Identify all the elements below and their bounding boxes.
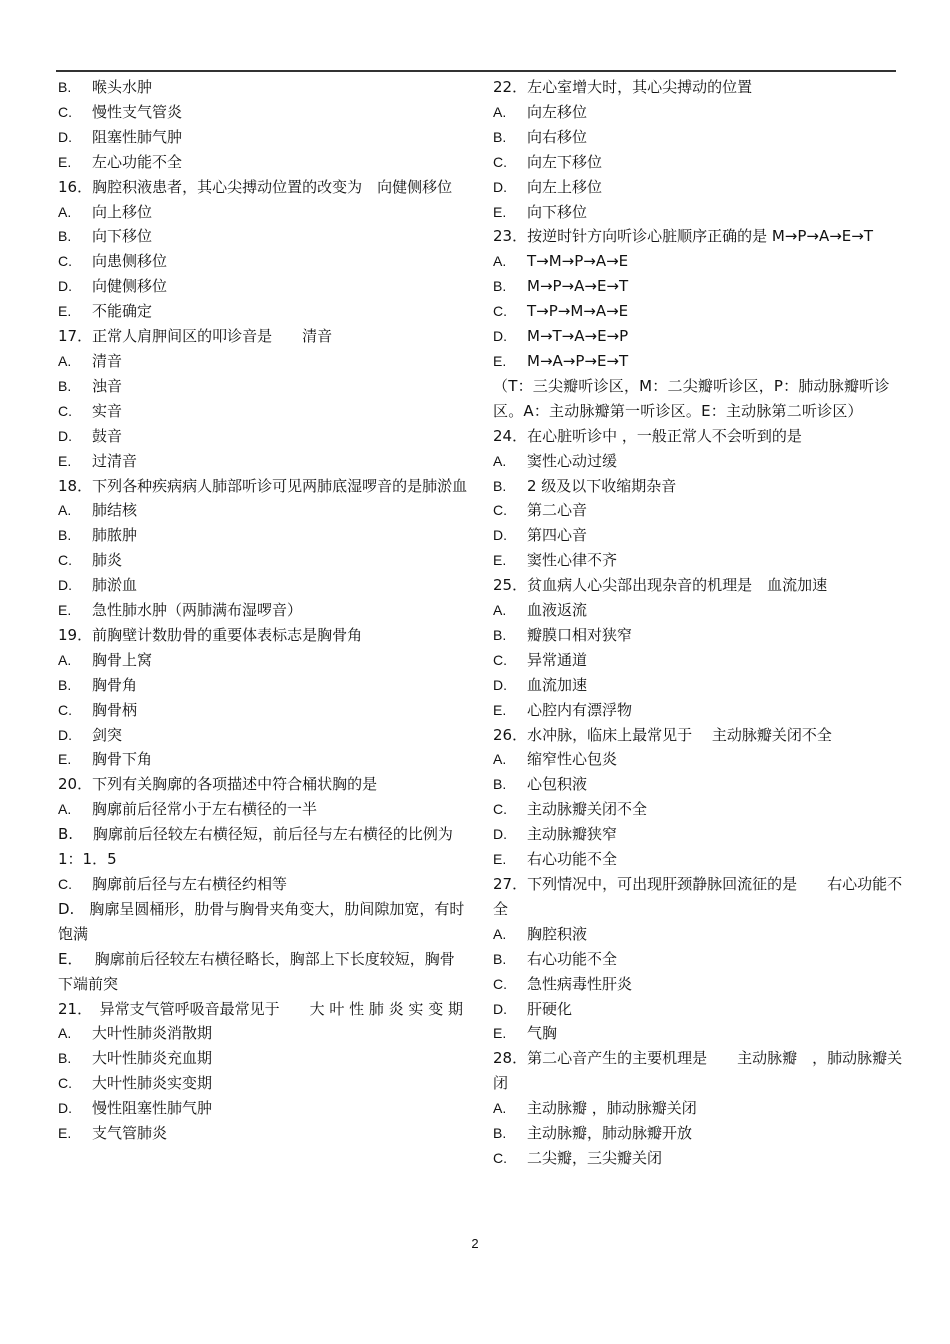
answer-option — [58, 449, 468, 474]
option-text: 第二心音 — [527, 501, 588, 520]
answer-option — [493, 1146, 903, 1171]
answer-option — [493, 349, 903, 374]
option-text: M→P→A→E→T — [527, 277, 629, 296]
answer-option — [58, 498, 468, 523]
question-stem: 21． 异常支气管呼吸音最常见于 大 叶 性 肺 炎 实 变 期 — [58, 999, 463, 1018]
answer-option — [58, 200, 468, 225]
option-key: A. — [493, 452, 507, 469]
answer-option — [493, 548, 903, 573]
answer-option — [58, 349, 468, 374]
option-text: 向健侧移位 — [92, 277, 168, 296]
header-rule — [56, 70, 896, 72]
option-key: C. — [493, 975, 507, 992]
option-key: B. — [58, 79, 72, 95]
option-key: A. — [58, 651, 72, 668]
option-key: D. — [58, 577, 72, 594]
option-key: D. — [493, 1000, 507, 1017]
option-key: B. — [58, 527, 72, 544]
left-column — [58, 75, 468, 1146]
option-key: D. — [493, 826, 507, 843]
answer-option — [493, 922, 903, 947]
option-text: 气胸 — [527, 1024, 558, 1043]
question-stem: 17．正常人肩胛间区的叩诊音是 清音 — [58, 327, 333, 346]
option-text: 向左上移位 — [527, 177, 603, 196]
answer-option — [493, 523, 903, 548]
option-text: 胸骨下角 — [92, 750, 153, 769]
option-key: D. — [493, 676, 507, 693]
answer-option — [493, 747, 903, 772]
option-text: 向下移位 — [527, 202, 588, 221]
answer-option — [58, 1121, 468, 1146]
answer-option — [493, 498, 903, 523]
option-text: 向下移位 — [92, 227, 153, 246]
answer-option — [58, 75, 468, 100]
question-stem: 26．水冲脉，临床上最常见于 主动脉瓣关闭不全 — [493, 725, 832, 744]
option-text: 肺炎 — [92, 551, 123, 570]
option-key: B. — [493, 626, 507, 643]
answer-option — [58, 872, 468, 897]
option-text: 大叶性肺炎实变期 — [92, 1074, 213, 1093]
option-key: D. — [493, 328, 507, 345]
answer-option — [493, 1121, 903, 1146]
option-text: 向右移位 — [527, 127, 588, 146]
option-text: 瓣膜口相对狭窄 — [527, 625, 633, 644]
option-key: D. — [493, 527, 507, 544]
option-key: A. — [58, 1025, 72, 1042]
option-text: 主动脉瓣关闭不全 — [527, 800, 648, 819]
option-text: 剑突 — [92, 725, 123, 744]
option-key: C. — [493, 502, 507, 519]
option-key: C. — [58, 1075, 72, 1092]
option-key: C. — [58, 552, 72, 569]
option-text: 向患侧移位 — [92, 252, 168, 271]
option-text: 胸廓前后径与左右横径约相等 — [92, 875, 288, 893]
option-key: E. — [493, 352, 507, 369]
option-text: 阻塞性肺气肿 — [92, 127, 183, 146]
option-text: 第四心音 — [527, 526, 588, 545]
option-text: 肺淤血 — [92, 576, 138, 595]
explanation-note: （T：三尖瓣听诊区，M：二尖瓣听诊区，P：肺动脉瓣听诊区。A：主动脉瓣第一听诊区。E：主动脉第二听诊区） — [493, 376, 890, 420]
option-text: M→T→A→E→P — [527, 327, 629, 346]
option-text: 胸骨角 — [92, 675, 138, 694]
option-text: 窦性心动过缓 — [527, 451, 618, 470]
question-stem: 22．左心室增大时，其心尖搏动的位置 — [493, 78, 753, 96]
option-key: B. — [493, 776, 507, 793]
question-stem: 24．在心脏听诊中 ，一般正常人不会听到的是 — [493, 426, 802, 445]
option-text: 窦性心律不齐 — [527, 551, 618, 570]
answer-option: B. 胸廓前后径较左右横径短，前后径与左右横径的比例为 1：1．5 — [58, 825, 453, 869]
answer-option — [493, 200, 903, 225]
question-stem: 16．胸腔积液患者，其心尖搏动位置的改变为 向健侧移位 — [58, 177, 453, 196]
option-key: C. — [58, 402, 72, 419]
answer-option — [493, 150, 903, 175]
option-key: A. — [58, 352, 72, 369]
option-key: C. — [493, 801, 507, 818]
answer-option — [493, 673, 903, 698]
answer-option — [58, 150, 468, 175]
option-text: 血流加速 — [527, 675, 588, 694]
question-stem: 20．下列有关胸廓的各项描述中符合桶状胸的是 — [58, 775, 378, 794]
answer-option — [58, 224, 468, 249]
option-key: B. — [493, 128, 507, 145]
option-text: 异常通道 — [527, 650, 588, 669]
option-text: 胸廓前后径常小于左右横径的一半 — [92, 800, 318, 819]
answer-option — [58, 274, 468, 299]
option-key: E. — [58, 153, 72, 170]
option-key: D. — [58, 427, 72, 444]
option-text: M→A→P→E→T — [527, 351, 629, 370]
answer-option — [58, 797, 468, 822]
option-key: C. — [58, 876, 72, 892]
option-text: 2 级及以下收缩期杂音 — [527, 476, 677, 495]
option-text: 大叶性肺炎充血期 — [92, 1049, 213, 1068]
answer-option — [493, 100, 903, 125]
answer-option — [493, 299, 903, 324]
answer-option — [493, 997, 903, 1022]
answer-option — [493, 847, 903, 872]
answer-option — [58, 723, 468, 748]
option-text: 向左移位 — [527, 102, 588, 121]
option-text: 二尖瓣，三尖瓣关闭 — [527, 1148, 663, 1167]
option-key: E. — [493, 203, 507, 220]
option-key: B. — [58, 676, 72, 693]
option-key: C. — [493, 1149, 507, 1166]
answer-option — [58, 1096, 468, 1121]
option-text: 清音 — [92, 351, 123, 370]
option-key: E. — [493, 552, 507, 569]
option-text: 肝硬化 — [527, 999, 573, 1018]
answer-option — [58, 399, 468, 424]
answer-option — [58, 598, 468, 623]
option-text: 血液返流 — [527, 601, 588, 620]
question-stem: 18．下列各种疾病病人肺部听诊可见两肺底湿啰音的是肺淤血 — [58, 476, 468, 495]
answer-option — [58, 747, 468, 772]
option-key: C. — [493, 303, 507, 320]
option-key: B. — [493, 278, 507, 295]
option-key: C. — [58, 103, 72, 120]
answer-option — [493, 772, 903, 797]
answer-option — [493, 249, 903, 274]
option-key: D. — [58, 1100, 72, 1117]
option-key: B. — [58, 228, 72, 245]
option-text: 浊音 — [92, 376, 123, 395]
answer-option — [58, 125, 468, 150]
option-key: B. — [493, 477, 507, 494]
option-key: D. — [58, 726, 72, 743]
option-text: 左心功能不全 — [92, 152, 183, 171]
option-key: C. — [58, 253, 72, 270]
option-text: 不能确定 — [92, 302, 153, 321]
answer-option — [493, 175, 903, 200]
answer-option — [493, 797, 903, 822]
option-key: C. — [493, 651, 507, 668]
option-text: 鼓音 — [92, 426, 123, 445]
option-text: 主动脉瓣，肺动脉瓣开放 — [527, 1124, 693, 1143]
option-text: T→M→P→A→E — [527, 252, 629, 271]
option-text: 支气管肺炎 — [92, 1124, 168, 1143]
answer-option — [493, 274, 903, 299]
option-key: B. — [58, 377, 72, 394]
option-text: 主动脉瓣狭窄 — [527, 825, 618, 844]
answer-option — [493, 947, 903, 972]
option-key: E. — [493, 851, 507, 868]
answer-option — [493, 822, 903, 847]
answer-option — [493, 648, 903, 673]
option-key: D. — [493, 178, 507, 195]
option-key: D. — [58, 128, 72, 145]
option-key: A. — [493, 602, 507, 619]
answer-option — [58, 1046, 468, 1071]
answer-option — [58, 648, 468, 673]
option-key: E. — [58, 1125, 72, 1142]
answer-option: E． 胸廓前后径较左右横径略长，胸部上下长度较短，胸骨下端前突 — [58, 949, 455, 993]
option-key: A. — [493, 253, 507, 270]
option-text: 心腔内有漂浮物 — [527, 700, 633, 719]
option-text: 胸骨柄 — [92, 700, 138, 719]
option-text: 急性病毒性肝炎 — [527, 974, 633, 993]
answer-option — [493, 125, 903, 150]
option-text: 胸腔积液 — [527, 924, 588, 943]
option-text: 肺脓肿 — [92, 526, 138, 545]
answer-option: D. 胸廓呈圆桶形，肋骨与胸骨夹角变大，肋间隙加宽，有时饱满 — [58, 899, 465, 943]
answer-option — [58, 548, 468, 573]
answer-option — [493, 474, 903, 499]
option-text: 急性肺水肿（两肺满布湿啰音） — [92, 601, 303, 620]
answer-option — [58, 100, 468, 125]
answer-option — [58, 1021, 468, 1046]
option-text: 胸骨上窝 — [92, 650, 153, 669]
option-key: A. — [493, 925, 507, 942]
option-key: E. — [58, 751, 72, 768]
option-text: 实音 — [92, 401, 123, 420]
answer-option — [58, 1071, 468, 1096]
answer-option — [493, 1021, 903, 1046]
answer-option — [58, 573, 468, 598]
answer-option — [493, 972, 903, 997]
option-key: B. — [493, 950, 507, 967]
question-stem: 28．第二心音产生的主要机理是 主动脉瓣 ，肺动脉瓣关闭 — [493, 1049, 903, 1093]
option-key: A. — [493, 1100, 507, 1117]
option-key: E. — [58, 602, 72, 619]
option-key: E. — [493, 701, 507, 718]
option-text: 慢性支气管炎 — [92, 102, 183, 121]
answer-option — [493, 698, 903, 723]
option-text: 大叶性肺炎消散期 — [92, 1024, 213, 1043]
option-key: D. — [58, 278, 72, 295]
option-key: B. — [58, 1050, 72, 1067]
option-key: C. — [58, 701, 72, 718]
option-text: 肺结核 — [92, 501, 138, 520]
option-text: 缩窄性心包炎 — [527, 750, 618, 769]
answer-option — [493, 598, 903, 623]
question-stem: 27．下列情况中，可出现肝颈静脉回流征的是 右心功能不全 — [493, 875, 903, 918]
option-key: C. — [493, 153, 507, 170]
answer-option — [493, 324, 903, 349]
answer-option — [58, 424, 468, 449]
option-text: 右心功能不全 — [527, 949, 618, 968]
answer-option — [58, 249, 468, 274]
option-text: T→P→M→A→E — [527, 302, 629, 321]
option-text: 喉头水肿 — [92, 78, 153, 96]
question-stem: 23．按逆时针方向听诊心脏顺序正确的是 M→P→A→E→T — [493, 227, 874, 246]
answer-option — [58, 523, 468, 548]
page-number: 2 — [471, 1236, 479, 1251]
option-key: A. — [58, 203, 72, 220]
answer-option — [493, 449, 903, 474]
option-text: 向上移位 — [92, 202, 153, 221]
option-key: A. — [493, 751, 507, 768]
answer-option — [58, 673, 468, 698]
option-key: B. — [493, 1125, 507, 1142]
option-text: 过清音 — [92, 451, 138, 470]
option-key: E. — [493, 1025, 507, 1042]
option-key: E. — [58, 303, 72, 320]
answer-option — [493, 623, 903, 648]
option-text: 右心功能不全 — [527, 850, 618, 869]
option-key: A. — [58, 801, 72, 818]
answer-option — [58, 374, 468, 399]
option-key: E. — [58, 452, 72, 469]
option-text: 慢性阻塞性肺气肿 — [92, 1099, 213, 1118]
answer-option — [58, 698, 468, 723]
question-stem: 19．前胸壁计数肋骨的重要体表标志是胸骨角 — [58, 625, 363, 644]
option-text: 心包积液 — [527, 775, 588, 794]
option-text: 向左下移位 — [527, 152, 603, 171]
question-stem: 25．贫血病人心尖部出现杂音的机理是 血流加速 — [493, 576, 828, 595]
option-key: A. — [493, 103, 507, 120]
answer-option — [58, 299, 468, 324]
right-column — [493, 75, 903, 1171]
option-text: 主动脉瓣 ，肺动脉瓣关闭 — [527, 1099, 697, 1118]
option-key: A. — [58, 502, 72, 519]
answer-option — [493, 1096, 903, 1121]
